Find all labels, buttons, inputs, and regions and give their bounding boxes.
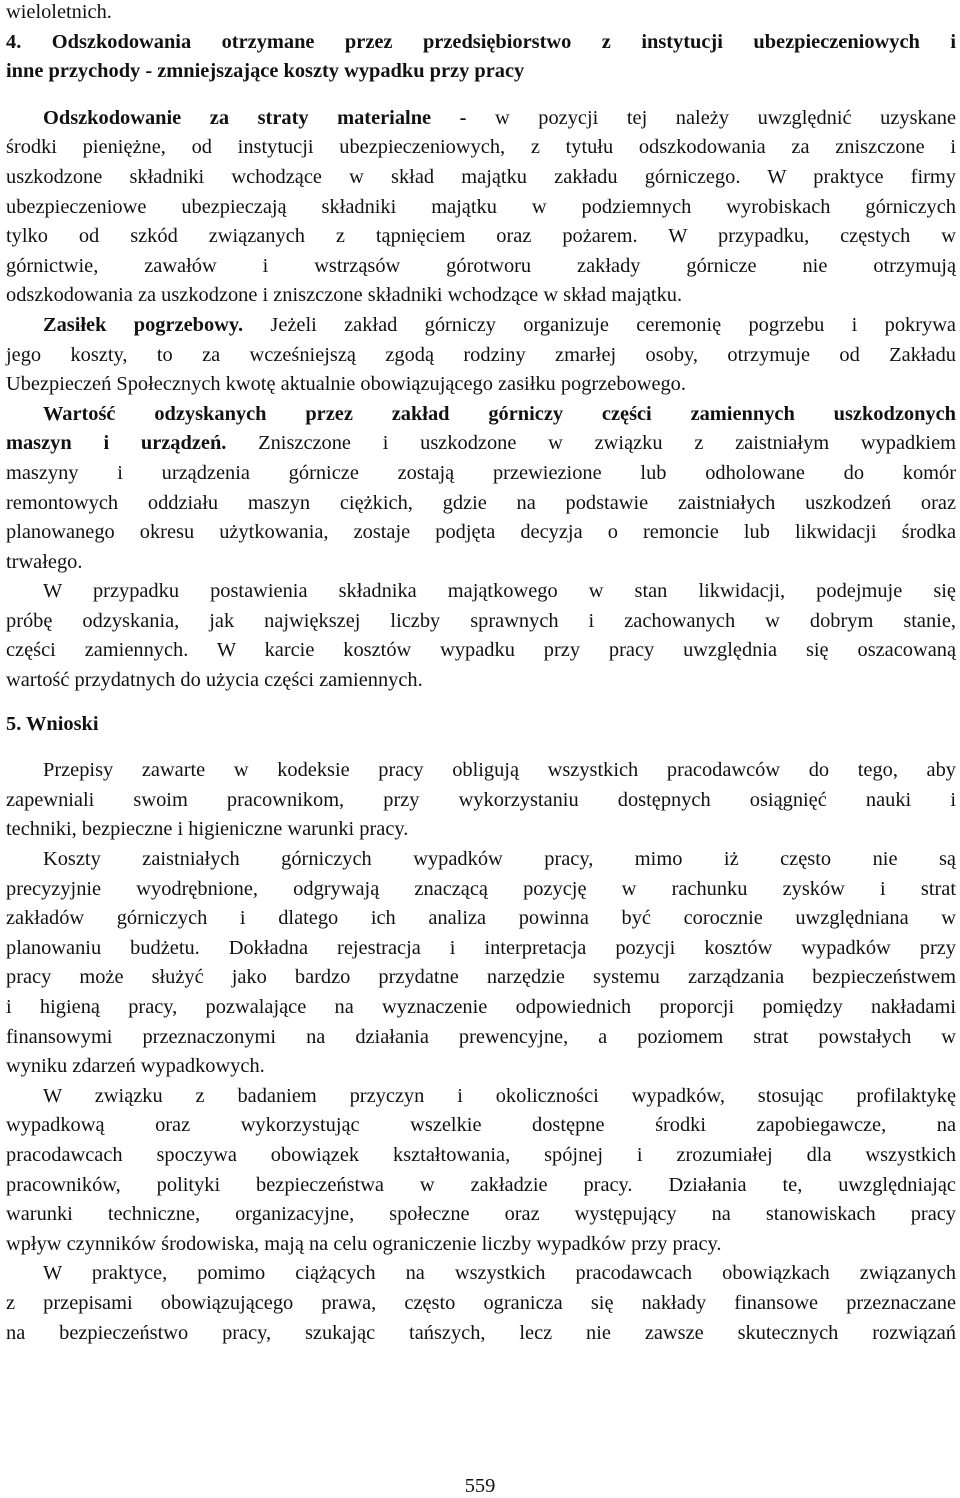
text-run: z przepisami obowiązującego prawa, często ogranicza się nakłady finansowe przeznaczane [6,1291,956,1314]
text-run: trwałego. [6,550,83,573]
text-line [6,1230,956,1260]
paragraph-gap [6,696,956,710]
text-run: części zamiennych. W karcie kosztów wypadku przy pracy uwzględnia się oszacowaną [6,639,956,662]
text-run: wypadkową oraz wykorzystując wszelkie dostępne środki zapobiegawcze, na [6,1114,956,1137]
text-line [6,607,956,637]
text-line [6,518,956,548]
text-run: w pozycji tej należy uwzględnić uzyskane [466,106,956,129]
text-run: wieloletnich. [6,1,112,23]
text-line [6,1023,956,1053]
text-run: Koszty zaistniałych górniczych wypadków pracy, mimo iż często nie są [43,848,956,871]
text-run: Przepisy zawarte w kodeksie pracy obligują wszystkich pracodawców do tego, aby [43,759,956,782]
text-run: W związku z badaniem przyczyn i okoliczności wypadków, stosując profilaktykę [43,1084,956,1107]
text-line [6,163,956,193]
text-line [6,341,956,371]
page-number: 559 [464,1475,496,1497]
text-line [6,993,956,1023]
text-run: jego koszty, to za wcześniejszą zgodą rodziny zmarłej osoby, otrzymuje od Zakładu [6,343,956,366]
paragraph-gap [6,87,956,104]
text-line [6,934,956,964]
text-line [6,963,956,993]
text-run: planowaniu budżetu. Dokładna rejestracja i interpretacja pozycji kosztów wypadków przy [6,936,956,959]
bold-text-run: 4. Odszkodowania otrzymane przez przedsiębiorstwo z instytucji ubezpieczeniowych i [6,30,956,53]
text-line [6,459,956,489]
text-run: na bezpieczeństwo pracy, szukając tańszych, lecz nie zawsze skutecznych rozwiązań [6,1321,956,1344]
text-line [6,1082,956,1112]
text-run: tylko od szkód związanych z tąpnięciem oraz pożarem. W przypadku, częstych w [6,225,956,248]
text-line [6,57,956,87]
text-line [6,636,956,666]
bold-text-run: inne przychody - zmniejszające koszty wypadku przy pracy [6,60,525,83]
text-run: techniki, bezpieczne i higieniczne warunki pracy. [6,818,409,841]
text-line [6,1111,956,1141]
text-line [6,1052,956,1082]
text-line [6,786,956,816]
paragraph-gap [6,739,956,756]
text-run: pracy może służyć jako bardzo przydatne narzędzie systemu zarządzania bezpieczeństwem [6,966,956,989]
text-line [6,1319,956,1349]
document-body [6,0,956,1348]
bold-text-run: maszyn i urządzeń. [6,432,227,455]
text-line [6,1141,956,1171]
text-run: zapewniali swoim pracownikom, przy wykorzystaniu dostępnych osiągnięć nauki i [6,788,956,811]
text-line [6,489,956,519]
text-run: uszkodzone składniki wchodzące w skład majątku zakładu górniczego. W praktyce firmy [6,165,956,188]
text-line [6,710,956,740]
text-line [6,875,956,905]
text-run: remontowych oddziału maszyn ciężkich, gdzie na podstawie zaistniałych uszkodzeń oraz [6,491,956,514]
text-run: górnictwie, zawałów i wstrząsów górotworu zakłady górnicze nie otrzymują [6,254,956,277]
text-run: wyniku zdarzeń wypadkowych. [6,1055,265,1078]
text-run: warunki techniczne, organizacyjne, społeczne oraz występujący na stanowiskach pracy [6,1203,956,1226]
text-line [6,400,956,430]
text-run: finansowymi przeznaczonymi na działania prewencyjne, a poziomem strat powstałych w [6,1025,956,1048]
text-run: ubezpieczeniowe ubezpieczają składniki majątku w podziemnych wyrobiskach górniczych [6,195,956,218]
text-run: środki pieniężne, od instytucji ubezpieczeniowych, z tytułu odszkodowania za zniszczone i [6,136,956,159]
text-run: próbę odzyskania, jak największej liczby sprawnych i zachowanych w dobrym stanie, [6,609,956,632]
text-line [6,281,956,311]
text-line [6,133,956,163]
text-run: wartość przydatnych do użycia części zamiennych. [6,669,423,692]
text-line [6,1171,956,1201]
text-line [6,370,956,400]
text-line [6,311,956,341]
text-line [6,429,956,459]
text-run: odszkodowania za uszkodzone i zniszczone składniki wchodzące w skład majątku. [6,284,683,307]
text-line [6,756,956,786]
text-run: Ubezpieczeń Społecznych kwotę aktualnie obowiązującego zasiłku pogrzebowego. [6,373,686,396]
text-line [6,28,956,58]
text-run: W praktyce, pomimo ciążących na wszystkich pracodawcach obowiązkach związanych [43,1262,956,1285]
text-run: maszyny i urządzenia górnicze zostają przewiezione lub odholowane do komór [6,461,956,484]
text-line [6,577,956,607]
bold-text-run: 5. Wnioski [6,712,99,735]
text-run: precyzyjnie wyodrębnione, odgrywają znaczącą pozycję w rachunku zysków i strat [6,877,956,900]
text-run: zakładów górniczych i dlatego ich analiza powinna być corocznie uwzględniana w [6,907,956,930]
text-run: i higieną pracy, pozwalające na wyznaczenie odpowiednich proporcji pomiędzy nakładami [6,996,956,1018]
text-line [6,904,956,934]
text-line [6,0,956,28]
bold-text-run: Zasiłek pogrzebowy. [43,313,244,336]
text-line [6,193,956,223]
text-line [6,548,956,578]
text-line [6,845,956,875]
text-line [6,1200,956,1230]
text-line [6,666,956,696]
text-line [6,252,956,282]
text-run: W przypadku postawienia składnika majątkowego w stan likwidacji, podejmuje się [43,580,956,603]
text-line [6,222,956,252]
text-run: Jeżeli zakład górniczy organizuje ceremonię pogrzebu i pokrywa [243,313,956,336]
text-line [6,104,956,134]
text-run: planowanego okresu użytkowania, zostaje podjęta decyzja o remoncie lub likwidacji środka [6,521,956,544]
text-run: pracowników, polityki bezpieczeństwa w zakładzie pracy. Działania te, uwzględniając [6,1173,956,1196]
bold-text-run: Wartość odzyskanych przez zakład górniczy części zamiennych uszkodzonych [43,402,956,425]
text-run: Zniszczone i uszkodzone w związku z zaistniałym wypadkiem [226,432,957,455]
text-line [6,1259,956,1289]
text-line [6,815,956,845]
text-line [6,1289,956,1319]
bold-text-run: Odszkodowanie za straty materialne - [43,106,467,129]
text-run: wpływ czynników środowiska, mają na celu ograniczenie liczby wypadków przy pracy. [6,1232,722,1255]
text-run: pracodawcach spoczywa obowiązek kształtowania, spójnej i zrozumiałej dla wszystkich [6,1143,956,1166]
